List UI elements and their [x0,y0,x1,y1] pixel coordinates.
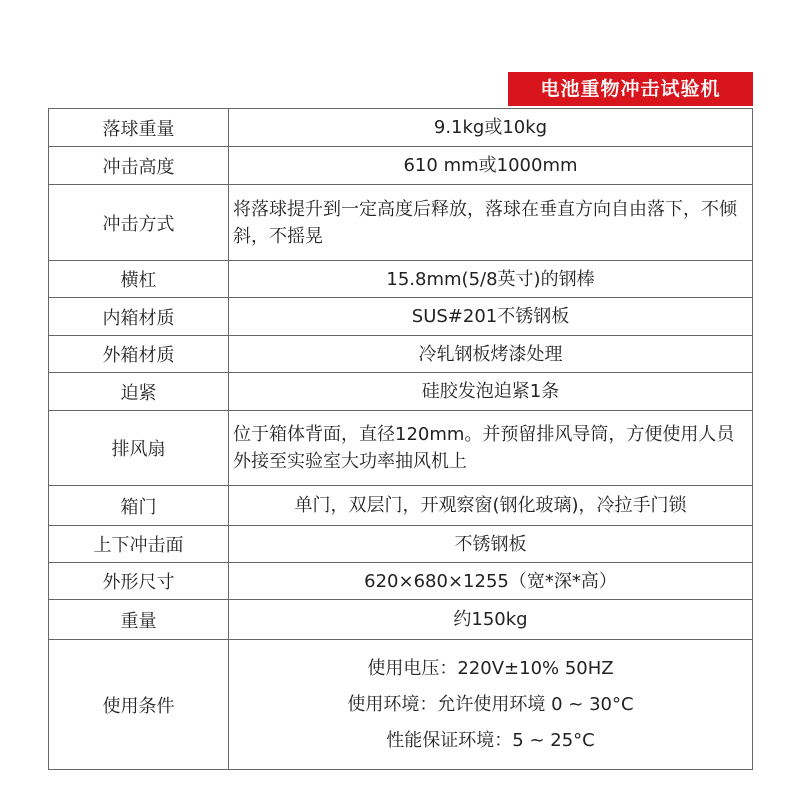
row-label: 冲击方式 [49,185,229,261]
row-value: 冷轧钢板烤漆处理 [229,336,753,373]
voltage-line: 使用电压：220V±10% 50HZ [367,657,614,679]
row-label: 冲击高度 [49,147,229,185]
environment-line: 使用环境：允许使用环境 0 ~ 30°C [347,693,634,715]
table-row [49,185,753,261]
table-row [49,261,753,298]
table-row [49,109,753,147]
row-value: 15.8mm(5/8英寸)的钢棒 [229,261,753,298]
row-value: 9.1kg或10kg [229,109,753,147]
table-row [49,411,753,486]
row-value: SUS#201不锈钢板 [229,298,753,336]
spec-table [48,108,753,770]
row-label: 箱门 [49,486,229,526]
row-value: 硅胶发泡迫紧1条 [229,373,753,411]
table-row [49,526,753,563]
row-label: 落球重量 [49,109,229,147]
row-label: 迫紧 [49,373,229,411]
table-row [49,336,753,373]
table-row [49,486,753,526]
row-label: 排风扇 [49,411,229,486]
row-label: 内箱材质 [49,298,229,336]
row-label: 横杠 [49,261,229,298]
row-value: 不锈钢板 [229,526,753,563]
row-value: 位于箱体背面，直径120mm。并预留排风导筒，方便使用人员外接至实验室大功率抽风机上 [229,411,753,486]
row-value: 将落球提升到一定高度后释放，落球在垂直方向自由落下，不倾斜，不摇晃 [229,185,753,261]
table-row [49,373,753,411]
row-label: 外形尺寸 [49,563,229,600]
table-row [49,600,753,640]
page-title: 电池重物冲击试验机 [508,72,753,106]
table-row-conditions [49,640,753,770]
performance-line: 性能保证环境：5 ~ 25°C [386,729,595,751]
row-label: 使用条件 [49,640,229,770]
row-label: 上下冲击面 [49,526,229,563]
row-value: 约150kg [229,600,753,640]
row-label: 重量 [49,600,229,640]
row-value: 620×680×1255（宽*深*高） [229,563,753,600]
row-value: 单门，双层门，开观察窗(钢化玻璃)，冷拉手门锁 [229,486,753,526]
table-row [49,147,753,185]
row-label: 外箱材质 [49,336,229,373]
conditions-value [229,640,753,770]
table-row [49,563,753,600]
table-row [49,298,753,336]
row-value: 610 mm或1000mm [229,147,753,185]
